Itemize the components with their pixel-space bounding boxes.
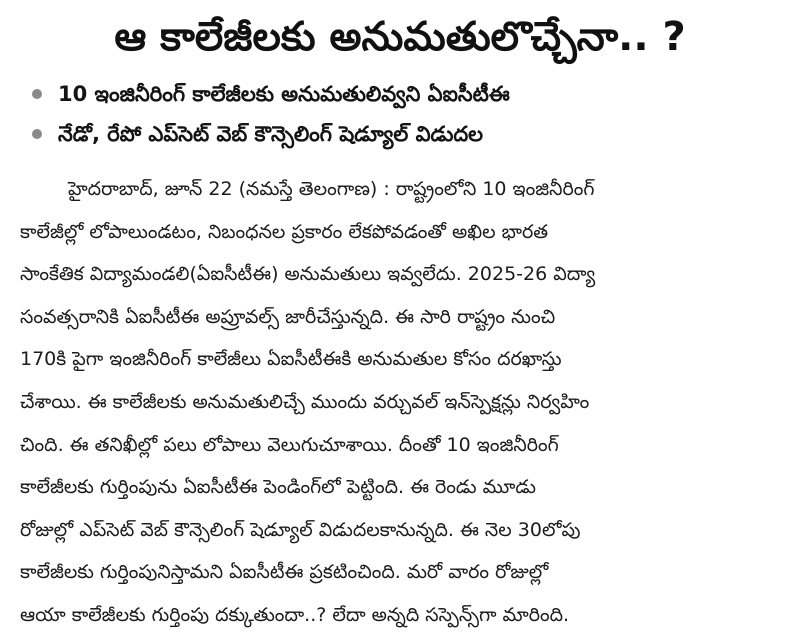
body-line: కాలేజీలకు గుర్తింపును ఏఐసీటీఈ పెండింగ్‌లో పెట్టింది. ఈ రెండు మూడు <box>20 476 537 499</box>
subheading-item <box>30 74 780 114</box>
body-line: చేశాయి. ఈ కాలేజీలకు అనుమతులిచ్చే ముందు వర్చువల్ ఇన్‌స్పెక్షన్లు నిర్వహిం <box>20 390 590 413</box>
bullet-icon <box>32 129 42 139</box>
body-line: 170కి పైగా ఇంజినీరింగ్ కాలేజీలు ఏఐసీటీఈకి అనుమతుల కోసం దరఖాస్తు <box>20 348 562 371</box>
article-body <box>20 168 780 637</box>
body-line: హైదరాబాద్, జూన్ 22 (నమస్తే తెలంగాణ) : రాష్ట్రంలోని 10 ఇంజినీరింగ్ <box>68 178 595 200</box>
body-line: ఆయా కాలేజీలకు గుర్తింపు దక్కుతుందా..? లేదా అన్నది సస్పెన్స్‌గా మారింది. <box>20 603 570 626</box>
bullet-icon <box>32 89 42 99</box>
body-line: సంవత్సరానికి ఏఐసీటీఈ అప్రూవల్స్ జారీచేస్తున్నది. ఈ సారి రాష్ట్రం నుంచి <box>20 305 556 328</box>
body-line: కాలేజీల్లో లోపాలుండటం, నిబంధనల ప్రకారం లేకపోవడంతో అఖిల భారత <box>20 220 549 243</box>
subheading-item <box>30 114 780 154</box>
subheading-list <box>30 74 780 154</box>
subheading-text: నేడో, రేపో ఎప్‌సెట్ వెబ్ కౌన్సెలింగ్ షెడ్యూల్ విడుదల <box>58 122 484 146</box>
body-line: రోజుల్లో ఎప్‌సెట్ వెబ్ కౌన్సెలింగ్ షెడ్యూల్ విడుదలకానున్నది. ఈ నెల 30లోపు <box>20 518 581 541</box>
subheading-text: 10 ఇంజినీరింగ్ కాలేజీలకు అనుమతులివ్వని ఏఐసీటీఈ <box>58 82 510 106</box>
body-line: చింది. ఈ తనిఖీల్లో పలు లోపాలు వెలుగుచూశాయి. దీంతో 10 ఇంజినీరింగ్ <box>20 433 559 456</box>
body-line: సాంకేతిక విద్యామండలి(ఏఐసీటీఈ) అనుమతులు ఇవ్వలేదు. 2025-26 విద్యా <box>20 263 596 286</box>
headline: ఆ కాలేజీలకు అనుమతులొచ్చేనా.. ? <box>114 14 686 60</box>
body-line: కాలేజీలకు గుర్తింపునిస్తామని ఏఐసీటీఈ ప్రకటించింది. మరో వారం రోజుల్లో <box>20 561 549 584</box>
